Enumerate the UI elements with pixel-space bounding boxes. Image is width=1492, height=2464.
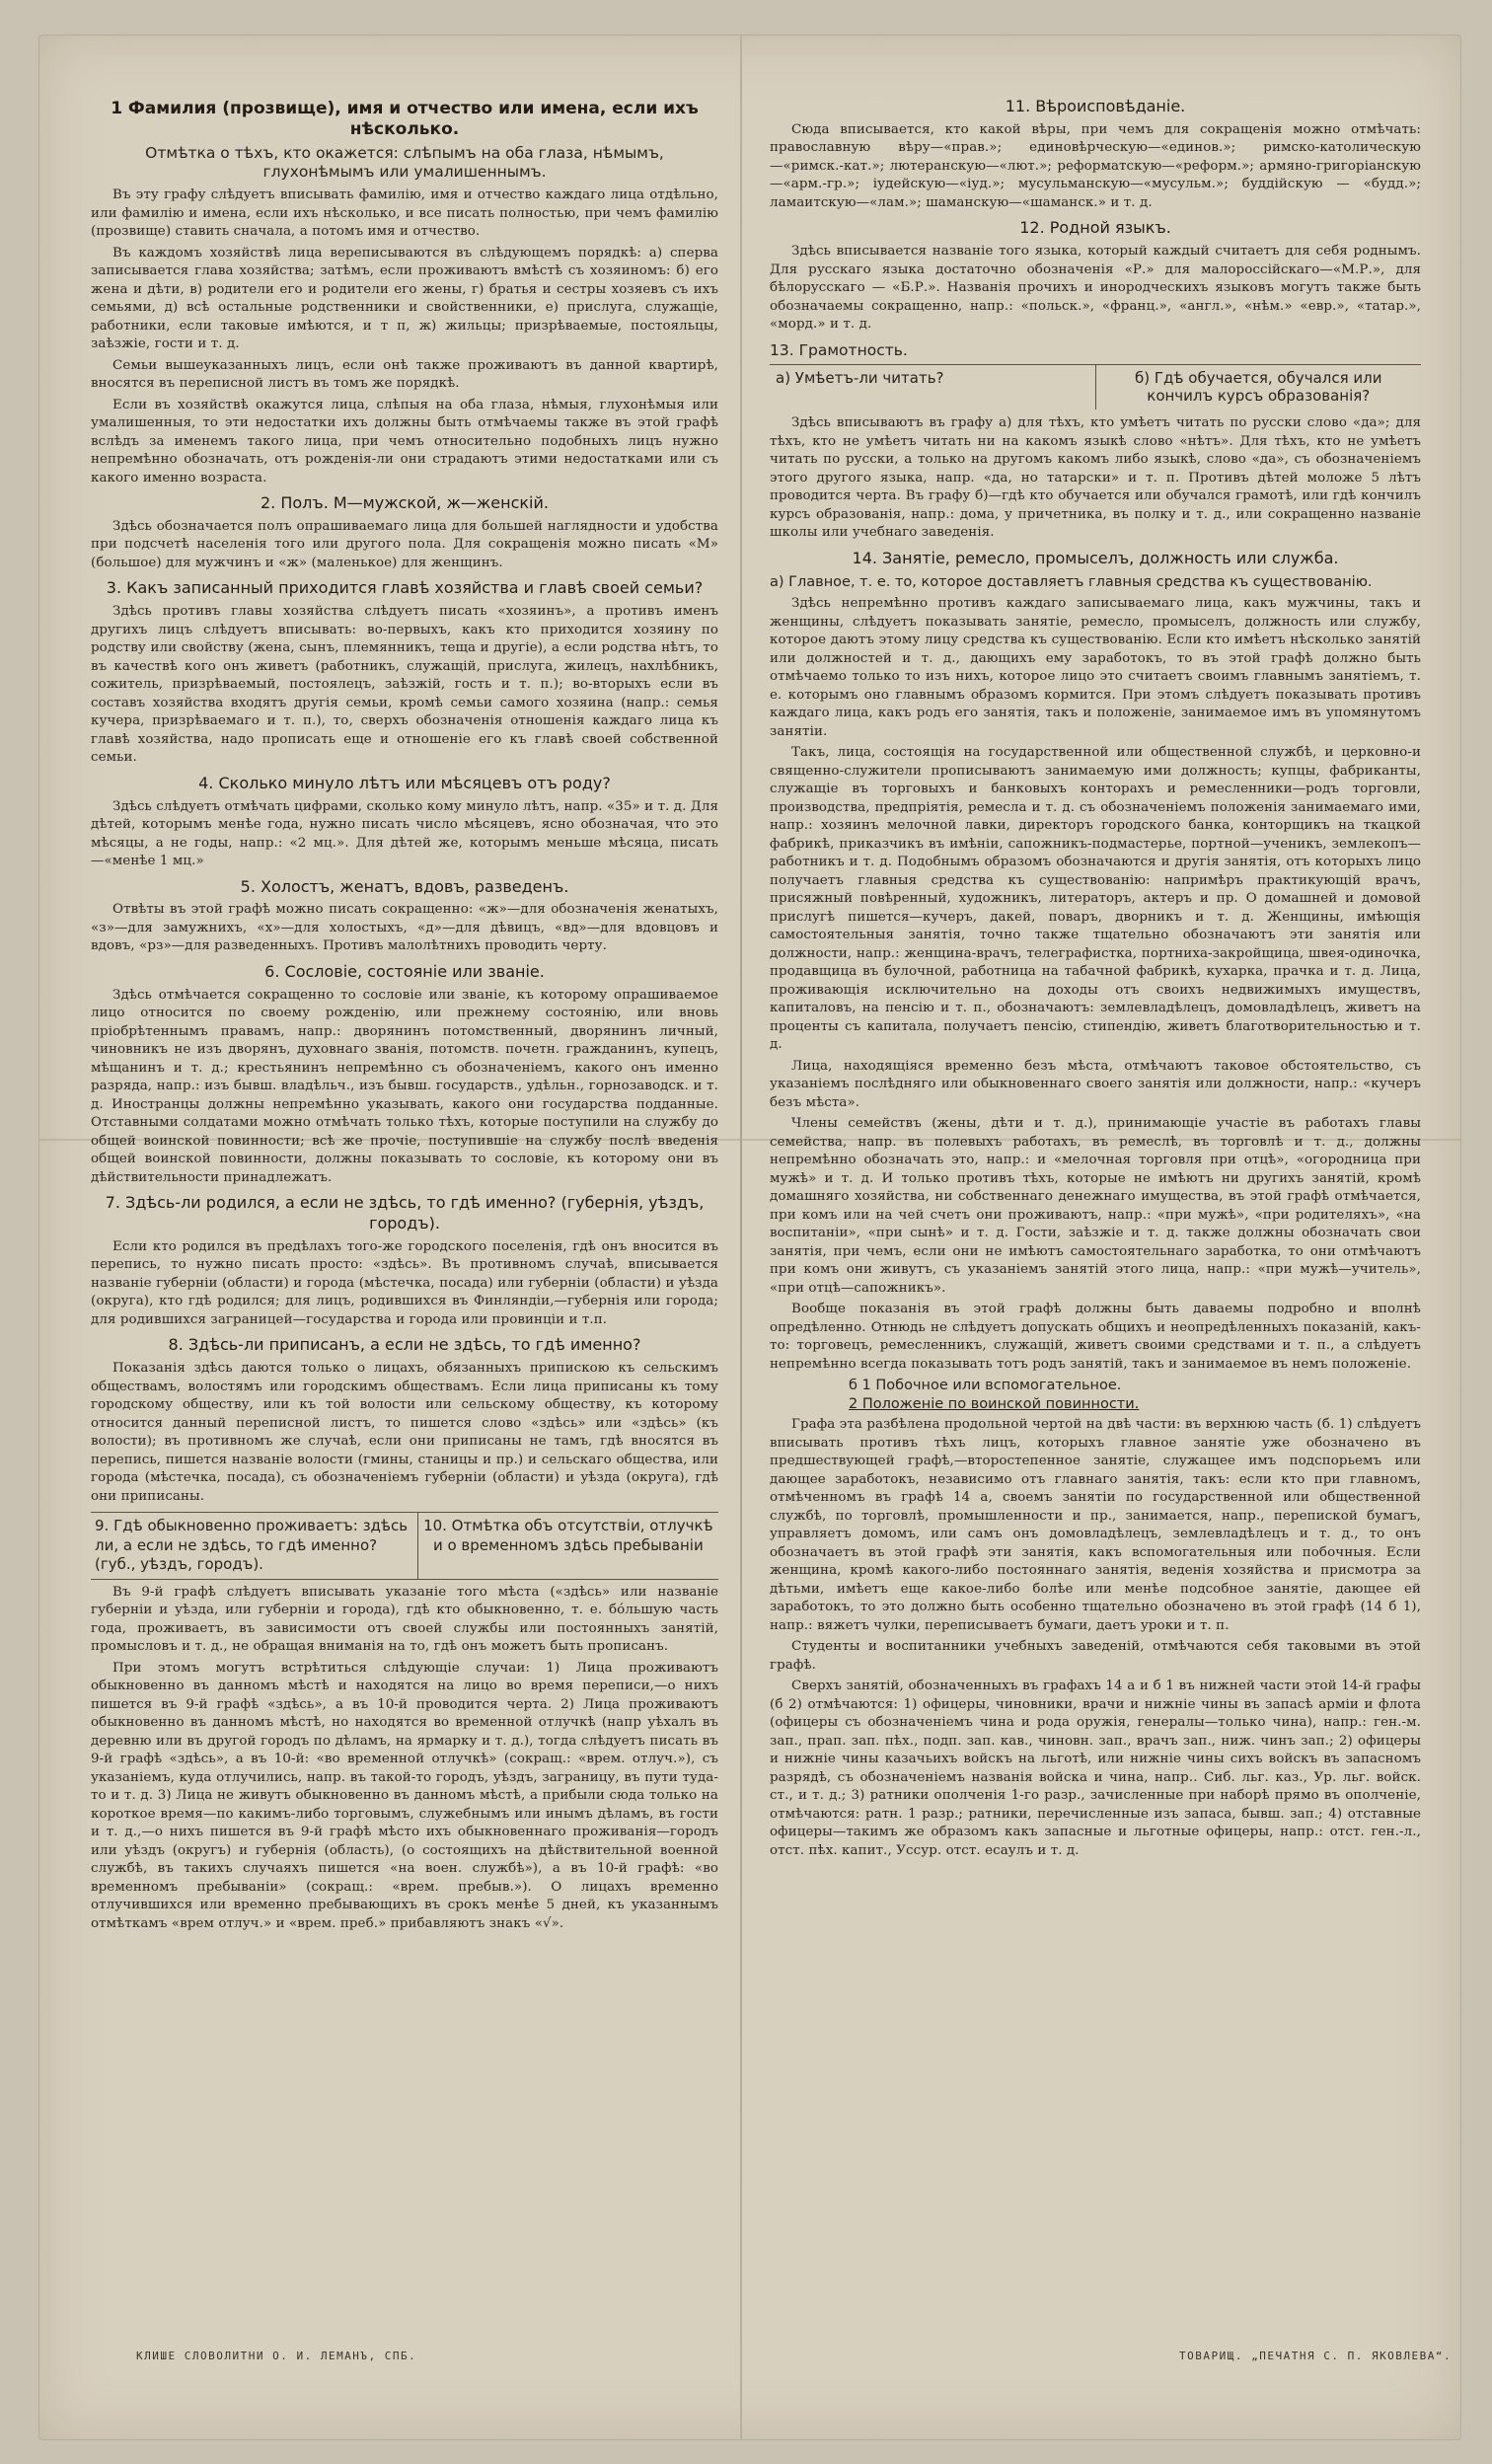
section-13-col-a: а) Умѣетъ-ли читать? [776,368,944,387]
printer-imprint-right: ТОВАРИЩ. „ПЕЧАТНЯ С. П. ЯКОВЛЕВА“. [1179,2350,1453,2362]
section-13-paragraph: Здѣсь вписываютъ въ графу а) для тѣхъ, кто умѣетъ читать по русски слово «да»; для тѣхъ, кто не умѣетъ читать ни на какомъ языкѣ слово «нѣтъ». Для тѣхъ, кто не умѣетъ читать по русски, а только на другомъ какомъ либо языкѣ, слово «да», съ обозначеніемъ этого другого языка, напр. «да, но татарски» и т. п. Противъ дѣтей моложе 5 лѣтъ проводится черта. Въ графу б)—гдѣ кто обучается или обучался грамотѣ, или гдѣ кончилъ курсъ образованія, напр.: дома, у причетника, въ полку и т. д., или сокращенно названіе школы или учебнаго заведенія. [770,415,1421,541]
section-9-title: 9. Гдѣ обыкновенно проживаетъ: здѣсь ли, а если не здѣсь, то гдѣ именно? (губ., уѣздъ, городъ). [95,1517,409,1574]
section-9-paragraph: При этомъ могутъ встрѣтиться слѣдующіе случаи: 1) Лица проживаютъ обыкновенно въ данномъ мѣстѣ и находятся на лицо во время переписи,—о нихъ пишется въ 9-й графѣ «здѣсь», а въ 10-й проводится черта. 2) Лица проживаютъ обыкновенно въ данномъ мѣстѣ, но находятся во временной отлучкѣ (напр уѣхалъ въ деревню или въ другой городъ по дѣламъ, на ярмарку и т. д.), тогда слѣдуетъ писать въ 9-й графѣ «здѣсь», а въ 10-й: «во временной отлучкѣ» (сокращ.: «врем. отлуч.»), съ указаніемъ, куда отлучились, напр. въ такой-то городъ, уѣздъ, заграницу, въ пути туда-то и т. д. 3) Лица не живутъ обыкновенно въ данномъ мѣстѣ, а прибыли сюда только на короткое время—по какимъ-либо торговымъ, служебнымъ или инымъ дѣламъ, въ гости и т. д.,—о нихъ пишется въ 9-й графѣ мѣсто ихъ обыкновеннаго проживанія—городъ или уѣздъ (округъ) и губернія (область), (о состоящихъ на дѣйствительной военной службѣ, въ такихъ случаяхъ пишется «на воен. службѣ»), а въ 10-й графѣ: «во временномъ пребываніи» (сокращ.: «врем. пребыв.»). О лицахъ временно отлучившихся или временно пребывающихъ въ срокъ менѣе 5 дней, къ указаннымъ отмѣткамъ «врем отлуч.» и «врем. преб.» прибавляютъ знакъ «√». [91,1660,718,1931]
section-5-marital [91,877,718,956]
section-4-age [91,774,718,871]
section-5-paragraph: Отвѣты въ этой графѣ можно писать сокращенно: «ж»—для обозначенія женатыхъ, «з»—для замужнихъ, «х»—для холостыхъ, «д»—для дѣвицъ, «вд»—для вдовцовъ и вдовъ, «рз»—для разведенныхъ. Противъ малолѣтнихъ проводить черту. [91,902,718,954]
section-12-title: 12. Родной языкъ. [1019,218,1171,238]
section-3-relation [91,578,718,767]
section-1-paragraph: Если въ хозяйствѣ окажутся лица, слѣпыя на оба глаза, нѣмыя, глухонѣмыя или умалишенныя, то эти недостатки ихъ должны быть отмѣчаемы также въ этой графѣ вслѣдъ за именемъ такого лица, при чемъ относительно подобныхъ лицъ нужно непремѣнно обозначать, отъ рожденія-ли они страдаютъ этими недостатками или съ какого именно возраста. [91,397,718,485]
section-2-paragraph: Здѣсь обозначается полъ опрашиваемаго лица для большей наглядности и удобства при подсчетѣ населенія того или другого пола. Для сокращенія можно писать «М» (большое) для мужчинъ и «ж» (маленькое) для женщинъ. [91,518,718,570]
section-13-title: 13. Грамотность. [770,340,908,359]
section-3-title: 3. Какъ записанный приходится главѣ хозяйства и главѣ своей семьи? [106,578,704,598]
section-1-paragraph: Въ эту графу слѣдуетъ вписывать фамилію, имя и отчество каждаго лица отдѣльно, или фамилію и имена, если ихъ нѣсколько, и все писать полностью, при чемъ фамилію (прозвище) ставить сначала, а потомъ имя и отчество. [91,187,718,240]
section-14-paragraph: Лица, находящіяся временно безъ мѣста, отмѣчаютъ таковое обстоятельство, съ указаніемъ послѣдняго или обыкновеннаго своего занятія или должности, напр.: «кучеръ безъ мѣста». [770,1058,1421,1110]
section-3-paragraph: Здѣсь противъ главы хозяйства слѣдуетъ писать «хозяинъ», а противъ именъ другихъ лицъ слѣдуетъ вписывать: во-первыхъ, какъ кто приходится хозяину по родству или свойству (жена, сынъ, племянникъ, теща и другіе), а если родства нѣтъ, то въ качествѣ кого онъ живетъ (работникъ, служащій, прислуга, жилецъ, нахлѣбникъ, сожитель, призрѣваемый, постоялецъ, заѣзжій, гость и т. п.); во-вторыхъ если въ составъ хозяйства входятъ другія семьи, кромѣ семьи самого хозяина (напр.: семья кучера, призрѣваемаго и т. п.), то, сверхъ обозначенія отношенія каждаго лица къ главѣ хозяйства, надо прописать еще и отношеніе его къ главѣ своей собственной семьи. [91,604,718,766]
section-14-sub-b2: 2 Положеніе по воинской повинности. [849,1395,1140,1412]
section-14-paragraph: Члены семействъ (жены, дѣти и т. д.), принимающіе участіе въ работахъ главы семейства, напр. въ полевыхъ работахъ, въ ремеслѣ, въ торговлѣ и т. д., должны непремѣнно обозначать это, напр.: и «мелочная торговля при отцѣ», «огородница при мужѣ» и т. д. И только противъ тѣхъ, которые не имѣютъ ни другихъ занятій, кромѣ домашняго хозяйства, ни собственнаго денежнаго имущества, въ этой графѣ отмѣчается, при комъ или на чей счетъ они проживаютъ, напр.: «при мужѣ», «при родителяхъ», «на воспитаніи», «при сынѣ» и т. д. Гости, заѣзжіе и т. д. также должны обозначать свои занятія, при чемъ, если они не имѣютъ самостоятельнаго заработка, то они отмѣчаютъ при комъ они живутъ, съ указаніемъ занятій этого лица, напр.: «при мужѣ—учитель», «при отцѣ—сапожникъ». [770,1116,1421,1296]
section-11-religion [770,97,1421,212]
section-11-title: 11. Вѣроисповѣданіе. [1005,97,1186,115]
right-column [770,95,1421,2364]
section-8-registration [91,1335,718,1506]
printer-imprint-left: КЛИШЕ СЛОВОЛИТНИ О. И. ЛЕМАНЪ, СПБ. [136,2350,417,2362]
section-14-paragraph: Студенты и воспитанники учебныхъ заведеній, отмѣчаются себя таковыми въ этой графѣ. [770,1639,1421,1673]
section-8-title: 8. Здѣсь-ли приписанъ, а если не здѣсь, то гдѣ именно? [168,1335,641,1355]
section-14-sub-b1: б 1 Побочное или вспомогательное. [849,1378,1122,1394]
section-13-literacy [770,340,1421,543]
census-instruction-sheet [39,36,1460,2439]
section-14-paragraph: Здѣсь непремѣнно противъ каждаго записываемаго лица, какъ мужчины, такъ и женщины, слѣдуетъ показывать занятіе, ремесло, промыселъ, должность или службу, которое даютъ этому лицу средства къ существованію. Если кто имѣетъ нѣсколько занятій или должностей и т. д., дающихъ ему заработокъ, то въ этой графѣ должно быть отмѣчаемо только то изъ нихъ, которое лицо это считаетъ своимъ главнымъ занятіемъ, т. е. которымъ оно главнымъ образомъ кормится. При этомъ слѣдуетъ показывать противъ каждаго лица, какъ родъ его занятія, такъ и положеніе, занимаемое имъ въ упомянутомъ занятіи. [770,596,1421,739]
section-14-paragraph: Сверхъ занятій, обозначенныхъ въ графахъ 14 а и б 1 въ нижней части этой 14-й графы (б 2) отмѣчаются: 1) офицеры, чиновники, врачи и нижніе чины въ запасѣ арміи и флота (офицеры съ обозначеніемъ чина и рода оружія, генералы—только чина), напр.: ген.-м. зап., прап. зап. пѣх., подп. зап. кав., чиновн. зап., врачъ зап., ниж. чинъ зап.; 2) офицеры и нижніе чины казачьихъ войскъ на льготѣ, или нижніе чины сихъ войскъ въ запасномъ разрядѣ, съ обозначеніемъ названія войска и чина, напр.. Сиб. льг. каз., Ур. льг. войск. ст., и т. д.; 3) ратники ополченія 1-го разр., зачисленные при наборѣ прямо въ ополченіе, отмѣчаются: ратн. 1 разр.; ратники, перечисленные изъ запаса, бывш. зап.; 4) отставные офицеры—такимъ же образомъ какъ запасные и льготные офицеры, напр.: отст. ген.-л., отст. пѣх. капит., Уссур. отст. есаулъ и т. д. [770,1679,1421,1858]
section-12-language [770,218,1421,334]
section-10-title: 10. Отмѣтка объ отсутствіи, отлучкѣ и о временномъ здѣсь пребываніи [417,1513,718,1579]
section-14-paragraph: Графа эта разбѣлена продольной чертой на двѣ части: въ верхнюю часть (б. 1) слѣдуетъ вписывать противъ тѣхъ лицъ, которыхъ главное занятіе уже обозначено въ предшествующей графѣ,—второстепенное занятіе, служащее имъ подспорьемъ или дающее заработокъ, независимо отъ главнаго занятія, такъ: если кто при главномъ, отмѣченномъ въ графѣ 14 а, своемъ занятіи по государственной или общественной службѣ, по торговлѣ, промышленности и пр., занимается, напр., перепиской бумагъ, управляетъ домомъ, или самъ онъ домовладѣлецъ, землевладѣлецъ и т. д., то онъ обозначаетъ въ этой графѣ эти занятія, какъ вспомогательныя или побочныя. Если женщина, кромѣ какого-либо постояннаго занятія, веденія хозяйства и присмотра за дѣтьми, имѣетъ еще какое-либо болѣе или менѣе подсобное занятіе, дающее ей заработокъ, то это должно быть особенно тщательно обозначено въ этой графѣ (14 б 1), напр.: вяжетъ чулки, переписываетъ бумаги, даетъ уроки и т. п. [770,1417,1421,1633]
section-7-paragraph: Если кто родился въ предѣлахъ того-же городского поселенія, гдѣ онъ вносится въ перепись, то нужно писать просто: «здѣсь». Въ противномъ случаѣ, вписывается названіе губерніи (области) и города (мѣстечка, посада) или губерніи (области) и уѣзда (округа), кто гдѣ родился; для лицъ, родившихся въ Финляндіи,—губернія или города; для родившихся заграницей—государства и города или провинціи и т.п. [91,1238,718,1327]
section-6-estate [91,962,718,1187]
section-1-title: 1 Фамилия (прозвище), имя и отчество или имена, если ихъ нѣсколько. [111,99,699,140]
section-13-col-b: б) Гдѣ обучается, обучался или кончилъ курсъ образованія? [1095,365,1422,411]
section-1-paragraph: Въ каждомъ хозяйствѣ лица вереписываются въ слѣдующемъ порядкѣ: а) сперва записывается глава хозяйства; затѣмъ, если проживаютъ вмѣстѣ съ хозяиномъ: б) его жена и дѣти, в) родители его и родители его жены, г) братья и сестры хозяевъ съ ихъ семьями, д) всѣ остальные родственники и свойственники, е) прислуга, служащіе, работники, если таковые имѣются, и т п, ж) жильцы; призрѣваемые, постояльцы, заѣзжіе, гости и т. д. [91,245,718,352]
section-5-title: 5. Холостъ, женатъ, вдовъ, разведенъ. [240,876,569,896]
section-1-paragraph: Семьи вышеуказанныхъ лицъ, если онѣ также проживаютъ въ данной квартирѣ, вносятся въ переписной листъ въ томъ же порядкѣ. [91,357,718,392]
section-1-lead: Отмѣтка о тѣхъ, кто окажется: слѣпымъ на оба глаза, нѣмымъ, глухонѣмымъ или умалишеннымъ. [145,143,664,182]
section-9-10-header [91,1512,718,1580]
section-14-paragraph: Вообще показанія въ этой графѣ должны быть даваемы подробно и вполнѣ опредѣленно. Отнюдь не слѣдуетъ допускать общихъ и неопредѣленныхъ показаній, какъ-то: торговецъ, ремесленникъ, служащій, живетъ своими средствами и т. п., а слѣдуетъ непремѣнно всегда показывать тотъ родъ занятій, такъ и занимаемое въ немъ положеніе. [770,1302,1421,1372]
section-13-columns [770,364,1421,411]
vertical-fold-line [740,36,742,2439]
left-column [91,95,718,2384]
section-6-title: 6. Сословіе, состояніе или званіе. [264,961,545,981]
section-7-birthplace [91,1193,718,1329]
section-8-paragraph: Показанія здѣсь даются только о лицахъ, обязанныхъ припискою къ сельскимъ обществамъ, волостямъ или городскимъ обществамъ. Если лица приписаны къ тому городскому обществу, или къ той волости или сельскому обществу, къ которому относится данный переписной листъ, то пишется слово «здѣсь» или «здѣсь» (къ волости); въ противномъ же случаѣ, если они приписаны не тамъ, гдѣ вносятся въ перепись, пишется названіе волости (гмины, станицы и пр.) и сельскаго общества, или города (мѣстечка, посада), съ обозначеніемъ губерніи (области) и уѣзда (округа), гдѣ они приписаны. [91,1361,718,1504]
section-9-paragraph: Въ 9-й графѣ слѣдуетъ вписывать указаніе того мѣста («здѣсь» или названіе губерніи и уѣзда, или губерніи и города), гдѣ кто обыкновенно, т. е. бóльшую часть года, проживаетъ, въ зависимости отъ своей службы или постоянныхъ занятій, промысловъ и т. д., не обращая вниманія на то, гдѣ онъ можетъ быть прописанъ. [91,1584,718,1655]
section-6-paragraph: Здѣсь отмѣчается сокращенно то сословіе или званіе, къ которому опрашиваемое лицо относится по своему рожденію, или прежнему состоянію, или вновь пріобрѣтеннымъ правамъ, напр.: дворянинъ потомственный, дворянинъ личный, чиновникъ не изъ дворянъ, духовнаго званія, потомств. почетн. гражданинъ, купецъ, мѣщанинъ и т. д.; крестьянинъ непремѣнно съ обозначеніемъ, какого онъ именно разряда, напр.: изъ бывш. владѣльч., изъ бывш. государств., удѣльн., горнозаводск. и т. д. Иностранцы должны непремѣнно указывать, какого они государства подданные. Отставными солдатами можно отмѣчать только тѣхъ, которые поступили на службу до общей воинской повинности; всѣ же прочіе, поступившіе на службу послѣ введенія общей воинской повинности, должны показывать то сословіе, къ которому они въ дѣйствительности принадлежатъ. [91,987,718,1185]
section-4-title: 4. Сколько минуло лѣтъ или мѣсяцевъ отъ роду? [198,773,611,792]
section-14-title: 14. Занятіе, ремесло, промыселъ, должность или служба. [852,548,1339,567]
section-14-occupation [770,549,1421,1860]
section-1-name [91,99,718,487]
section-9-10-residence [91,1512,718,1933]
section-4-paragraph: Здѣсь слѣдуетъ отмѣчать цифрами, сколько кому минуло лѣтъ, напр. «35» и т. д. Для дѣтей, которымъ менѣе года, нужно писать число мѣсяцевъ, ясно обозначая, что это мѣсяцы, а не годы, напр.: «2 мц.». Для дѣтей же, которымъ меньше мѣсяца, писать—«менѣе 1 мц.» [91,798,718,869]
section-14-sub-a: а) Главное, т. е. то, которое доставляетъ главныя средства къ существованію. [770,573,1373,590]
section-11-paragraph: Сюда вписывается, кто какой вѣры, при чемъ для сокращенія можно отмѣчать: православную вѣру—«прав.»; единовѣрческую—«единов.»; римско-католическую—«римск.-кат.»; лютеранскую—«лют.»; реформатскую—«реформ.»; армяно-григоріанскую—«арм.-гр.»; іудейскую—«іуд.»; мусульманскую—«мусульм.»; буддійскую — «будд.»; ламаитскую—«лам.»; шаманскую—«шаманск.» и т. д. [770,121,1421,210]
section-7-title: 7. Здѣсь-ли родился, а если не здѣсь, то гдѣ именно? (губернія, уѣздъ, городъ). [105,1193,705,1232]
section-12-paragraph: Здѣсь вписывается названіе того языка, который каждый считаетъ для себя роднымъ. Для русскаго языка достаточно обозначенія «Р.» для малороссійскаго—«М.Р.», для бѣлорусскаго — «Б.Р.». Названія прочихъ и инородческихъ языковъ могутъ также быть обозначаемы сокращенно, напр.: «польск.», «франц.», «англ.», «нѣм.» «евр.», «татар.», «морд.» и т. д. [770,244,1421,333]
section-2-sex [91,493,718,572]
section-2-title: 2. Полъ. М—мужской, ж—женскій. [261,493,549,513]
section-14-paragraph: Такъ, лица, состоящія на государственной или общественной службѣ, и церковно-и священно-служители прописываютъ занимаемую ими должность; купцы, фабриканты, служащіе въ торговыхъ и банковыхъ конторахъ и ремесленники—родъ торговли, производства, предпріятія, ремесла и т. д. съ обозначеніемъ положенія занимаемаго ими, напр.: хозяинъ мелочной лавки, директоръ городского банка, конторщикъ на ткацкой фабрикѣ, приказчикъ въ имѣніи, сапожникъ-подмастерье, портной—ученикъ, землекопъ—работникъ и т. д. Подобнымъ образомъ обозначаются и другія занятія, отъ которыхъ лицо получаетъ главныя средства къ существованію: напримѣръ практикующій врачъ, присяжный повѣренный, художникъ, литераторъ, актеръ и пр. О домашней и домовой прислугѣ пишется—кучеръ, дакей, поваръ, дворникъ и т. д. Женщины, имѣющія самостоятельныя занятія, точно также тщательно обозначаютъ эти занятія или должности, напр.: женщина-врачъ, телеграфистка, портниха-закройщица, швея-одиночка, продавщица въ булочной, работница на табачной фабрикѣ, кухарка, прачка и т. д. Лица, проживающія исключительно на доходы отъ своихъ недвижимыхъ имуществъ, капиталовъ, на пенсію и т. п., обозначаютъ: землевладѣлецъ, домовладѣлецъ, живетъ на проценты съ капитала, получаетъ пенсію, стипендію, живетъ благотворительностью и т. д. [770,745,1421,1053]
